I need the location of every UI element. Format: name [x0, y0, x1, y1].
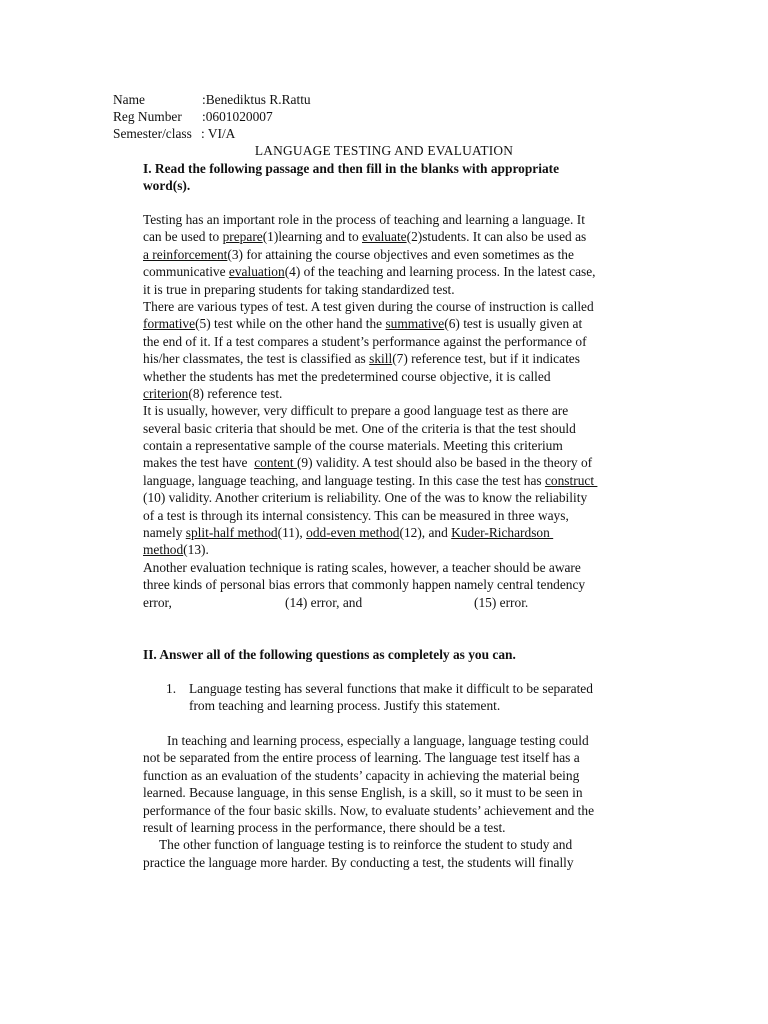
passage-line: method(13).	[143, 542, 209, 558]
passage-line: a reinforcement(3) for attaining the course objectives and even sometimes as the	[143, 246, 574, 262]
passage-line: several basic criteria that should be met. One of the criteria is that the test should	[143, 420, 576, 436]
passage-line: There are various types of test. A test given during the course of instruction is called	[143, 298, 594, 314]
section-1-passage	[143, 211, 663, 611]
passage-line: Testing has an important role in the process of teaching and learning a language. It	[143, 212, 585, 227]
passage-line: contain a representative sample of the course materials. Meeting this criterium	[143, 438, 563, 454]
semester-label: Semester/class	[113, 126, 192, 141]
passage-line: error, (14) error, and (15) error.	[143, 594, 529, 610]
blank-answer-8: criterion	[143, 385, 189, 401]
section-2-heading: II. Answer all of the following questions as completely as you can.	[143, 647, 516, 662]
passage-line: three kinds of personal bias errors that commonly happen namely central tendency	[143, 577, 586, 593]
passage-line: the end of it. If a test compares a student’s performance against the performance of	[143, 333, 587, 349]
answer-line: learned. Because language, in this sense English, is a skill, so it must to be seen in	[143, 785, 583, 801]
blank-answer-10: construct	[544, 472, 598, 488]
blank-answer-12: odd-even method	[306, 525, 400, 541]
answer-line: not be separated from the entire process of learning. The language test itself has a	[143, 750, 580, 766]
passage-line: namely split-half method(11), odd-even method(12), and Kuder-Richardson	[143, 525, 554, 541]
blank-answer-5: formative	[143, 316, 196, 332]
passage-line: It is usually, however, very difficult to prepare a good language test as there are	[143, 403, 569, 419]
reg-number-value: :0601020007	[202, 109, 273, 124]
passage-line: his/her classmates, the test is classified as skill(7) reference test, but if it indicates	[143, 351, 580, 367]
blank-answer-1: prepare	[222, 229, 263, 245]
answer-line: In teaching and learning process, especially a language, language testing could	[167, 733, 589, 748]
answer-line: practice the language more harder. By conducting a test, the students will finally	[143, 854, 574, 870]
passage-line: makes the test have content (9) validity. A test should also be based in the theory of	[143, 455, 593, 471]
passage-line: whether the students has met the predetermined course objective, it is called	[143, 368, 551, 384]
reg-number-label: Reg Number	[113, 109, 182, 124]
blank-answer-13a: Kuder-Richardson	[451, 525, 554, 541]
passage-line: of a test is through its internal consistency. This can be measured in three ways,	[143, 507, 569, 523]
passage-line: criterion(8) reference test.	[143, 385, 283, 401]
blank-14-text: (14) error, and	[285, 594, 363, 610]
answer-line: function as an evaluation of the students’ capacity in achieving the material being	[143, 767, 580, 783]
name-value: :Benediktus R.Rattu	[202, 92, 311, 107]
question-1-text: Language testing has several functions that make it difficult to be separated from teaching and learning process. Justify this statement.	[189, 681, 593, 714]
passage-line: communicative evaluation(4) of the teaching and learning process. In the latest case,	[143, 264, 596, 280]
blank-answer-11: split-half method	[185, 525, 278, 541]
blank-answer-4: evaluation	[228, 264, 285, 280]
passage-line: formative(5) test while on the other hand the summative(6) test is usually given at	[143, 316, 583, 332]
blank-answer-6: summative	[385, 316, 445, 332]
answer-line: result of learning process in the performance, there should be a test.	[143, 819, 506, 835]
blank-answer-7: skill	[369, 351, 393, 367]
answer-line: The other function of language testing is to reinforce the student to study and	[159, 837, 573, 853]
question-1-number: 1.	[166, 681, 177, 696]
page-title: LANGUAGE TESTING AND EVALUATION	[254, 143, 514, 158]
name-label: Name	[113, 92, 145, 107]
passage-line: language, language teaching, and language testing. In this case the test has construct	[143, 472, 598, 488]
blank-answer-13b: method	[143, 542, 184, 558]
semester-value: : VI/A	[201, 126, 236, 141]
passage-line: (10) validity. Another criterium is reliability. One of the was to know the reliability	[143, 490, 588, 506]
passage-line: Another evaluation technique is rating scales, however, a teacher should be aware	[143, 559, 581, 575]
answer-line: performance of the four basic skills. Now, to evaluate students’ achievement and the	[143, 802, 595, 818]
answer-1	[143, 732, 663, 871]
blank-answer-9: content	[254, 455, 297, 471]
section-1-heading: I. Read the following passage and then fill in the blanks with appropriate word(s).	[143, 161, 560, 194]
passage-line: can be used to prepare(1)learning and to evaluate(2)students. It can also be used as	[143, 229, 587, 245]
passage-line: it is true in preparing students for taking standardized test.	[143, 281, 455, 297]
blank-15-text: (15) error.	[474, 594, 529, 610]
blank-answer-3: a reinforcement	[143, 246, 228, 262]
blank-answer-2: evaluate	[362, 229, 407, 245]
